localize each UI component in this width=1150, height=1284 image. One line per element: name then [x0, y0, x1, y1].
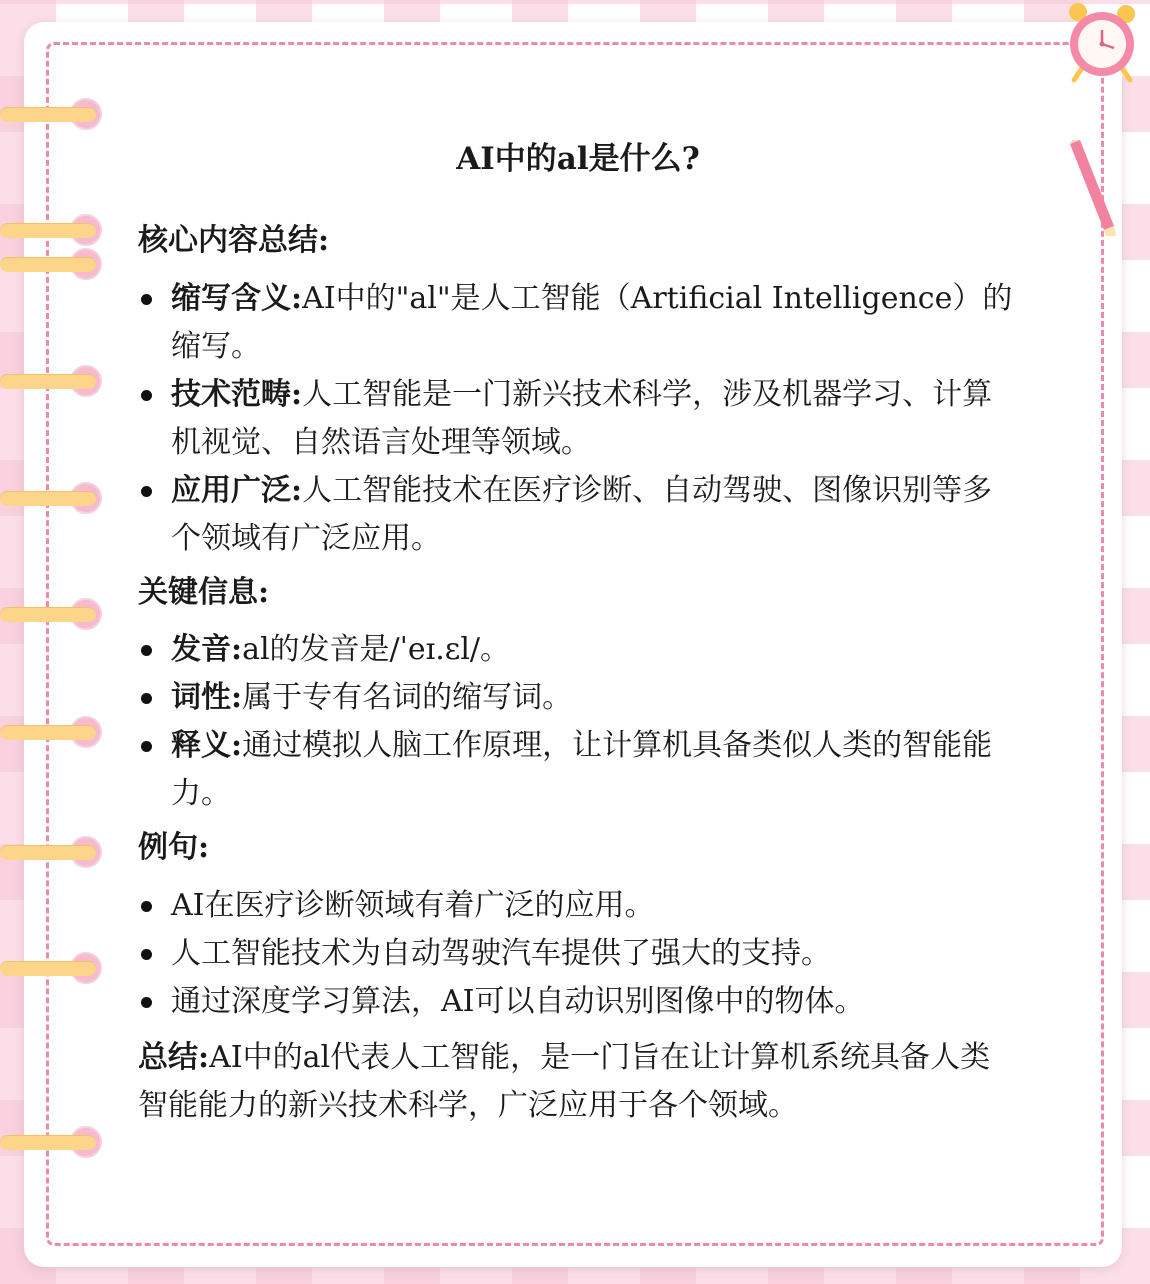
binder-ring: [0, 248, 104, 282]
section-core-summary: [138, 219, 1018, 563]
bullet-icon: [141, 949, 152, 960]
section-examples: [138, 826, 1018, 1026]
binder-ring: [0, 365, 104, 399]
section-heading: 例句:: [138, 830, 210, 866]
bullet-icon: [141, 294, 152, 305]
item-text: AI在医疗诊断领域有着广泛的应用。: [171, 887, 655, 923]
list-item: [138, 674, 1018, 722]
item-term: 词性:: [171, 680, 243, 716]
binder-ring: [0, 482, 104, 516]
bullet-list: [138, 882, 1018, 1026]
binder-ring: [0, 952, 104, 986]
item-term: 技术范畴:: [171, 376, 303, 412]
item-text: al的发音是/ˈeɪ.ɛl/。: [242, 632, 511, 668]
list-item: [138, 978, 1018, 1026]
bullet-icon: [141, 901, 152, 912]
bullet-icon: [141, 645, 152, 656]
binder-ring: [0, 836, 104, 870]
section-key-info: [138, 571, 1018, 819]
item-text: 人工智能是一门新兴技术科学，涉及机器学习、计算机视觉、自然语言处理等领域。: [171, 376, 993, 460]
list-item: [138, 371, 1018, 467]
article: [138, 138, 1018, 1130]
item-text: 人工智能技术为自动驾驶汽车提供了强大的支持。: [171, 935, 831, 971]
list-item: [138, 275, 1018, 371]
bullet-icon: [141, 741, 152, 752]
bullet-icon: [141, 486, 152, 497]
bullet-list: [138, 275, 1018, 563]
section-heading: 关键信息:: [138, 574, 270, 610]
item-text: 属于专有名词的缩写词。: [242, 680, 573, 716]
pencil-icon: [1062, 140, 1122, 236]
list-item: [138, 626, 1018, 674]
bullet-list: [138, 626, 1018, 818]
bullet-icon: [141, 390, 152, 401]
list-item: [138, 930, 1018, 978]
list-item: [138, 722, 1018, 818]
item-text: 通过模拟人脑工作原理，让计算机具备类似人类的智能能力。: [171, 728, 993, 812]
page-title: AI中的al是什么?: [456, 141, 700, 177]
item-term: 应用广泛:: [171, 472, 303, 508]
item-term: 发音:: [171, 632, 243, 668]
bullet-icon: [141, 693, 152, 704]
alarm-clock-icon: [1062, 0, 1140, 84]
item-text: 人工智能技术在医疗诊断、自动驾驶、图像识别等多个领域有广泛应用。: [171, 472, 993, 556]
item-text: 通过深度学习算法，AI可以自动识别图像中的物体。: [171, 983, 865, 1019]
summary-text: AI中的al代表人工智能，是一门旨在让计算机系统具备人类智能能力的新兴技术科学，广泛应用于各个领域。: [138, 1039, 991, 1123]
bullet-icon: [141, 997, 152, 1008]
list-item: [138, 467, 1018, 563]
binder-ring: [0, 716, 104, 750]
list-item: [138, 882, 1018, 930]
item-term: 缩写含义:: [171, 280, 303, 316]
binder-ring: [0, 598, 104, 632]
item-term: 释义:: [171, 728, 243, 764]
binder-ring: [0, 214, 104, 248]
binder-ring: [0, 1126, 104, 1160]
section-heading: 核心内容总结:: [138, 223, 330, 259]
item-text: AI中的"al"是人工智能（Artificial Intelligence）的缩写。: [171, 280, 1013, 364]
binder-ring: [0, 98, 104, 132]
summary-paragraph: [138, 1034, 1018, 1130]
summary-term: 总结:: [138, 1039, 210, 1075]
